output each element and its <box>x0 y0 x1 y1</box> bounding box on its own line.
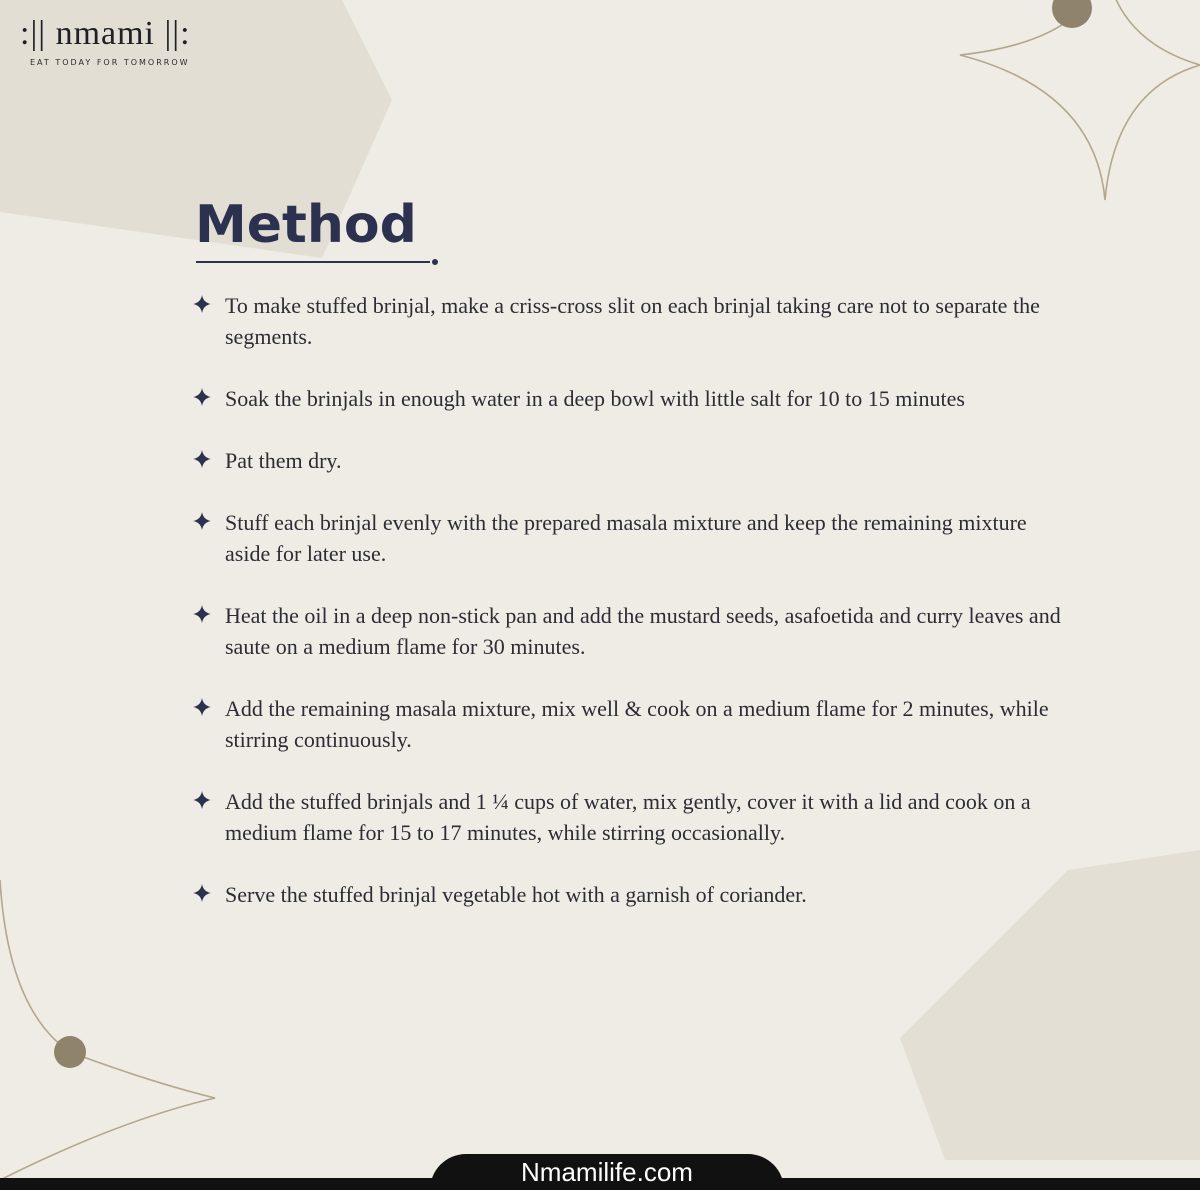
method-step <box>190 383 1070 414</box>
logo-right-bars: ||: <box>164 15 191 52</box>
method-step-text: To make stuffed brinjal, make a criss-cross slit on each brinjal taking care not to separate the segments. <box>225 293 1040 349</box>
bottom-left-dot-icon <box>54 1036 86 1068</box>
sparkle-icon <box>193 295 211 313</box>
sparkle-icon <box>193 698 211 716</box>
method-step <box>190 693 1070 755</box>
method-step-text: Add the stuffed brinjals and 1 ¼ cups of water, mix gently, cover it with a lid and cook on a medium flame for 15 to 17 minutes, while stirring occasionally. <box>225 789 1031 845</box>
method-step <box>190 879 1070 910</box>
method-step-text: Pat them dry. <box>225 448 342 473</box>
method-step <box>190 290 1070 352</box>
logo-wordmark <box>20 14 191 54</box>
sparkle-icon <box>193 450 211 468</box>
footer-tab <box>430 1154 784 1190</box>
logo-left-bars: :|| <box>20 15 47 52</box>
title-underline <box>196 258 440 266</box>
method-step <box>190 786 1070 848</box>
bottom-left-star-icon <box>0 880 215 1180</box>
top-right-dot-icon <box>1052 0 1092 28</box>
brand-logo <box>20 14 220 74</box>
page-title: Method <box>195 195 417 255</box>
method-step-text: Stuff each brinjal evenly with the prepared masala mixture and keep the remaining mixture aside for later use. <box>225 510 1027 566</box>
sparkle-icon <box>193 512 211 530</box>
method-step-text: Serve the stuffed brinjal vegetable hot with a garnish of coriander. <box>225 882 807 907</box>
footer-website-link[interactable]: Nmamilife.com <box>521 1157 693 1187</box>
method-step-text: Add the remaining masala mixture, mix well & cook on a medium flame for 2 minutes, while stirring continuously. <box>225 696 1049 752</box>
sparkle-icon <box>193 388 211 406</box>
sparkle-icon <box>193 791 211 809</box>
logo-name: nmami <box>55 15 155 52</box>
method-step-text: Soak the brinjals in enough water in a deep bowl with little salt for 10 to 15 minutes <box>225 386 965 411</box>
logo-tagline: EAT TODAY FOR TOMORROW <box>30 58 190 67</box>
method-steps-list <box>190 290 1070 941</box>
method-step-text: Heat the oil in a deep non-stick pan and add the mustard seeds, asafoetida and curry leaves and saute on a medium flame for 30 minutes. <box>225 603 1061 659</box>
sparkle-icon <box>193 605 211 623</box>
method-step <box>190 600 1070 662</box>
top-right-star-icon <box>960 0 1200 200</box>
method-step <box>190 507 1070 569</box>
method-step <box>190 445 1070 476</box>
sparkle-icon <box>193 884 211 902</box>
